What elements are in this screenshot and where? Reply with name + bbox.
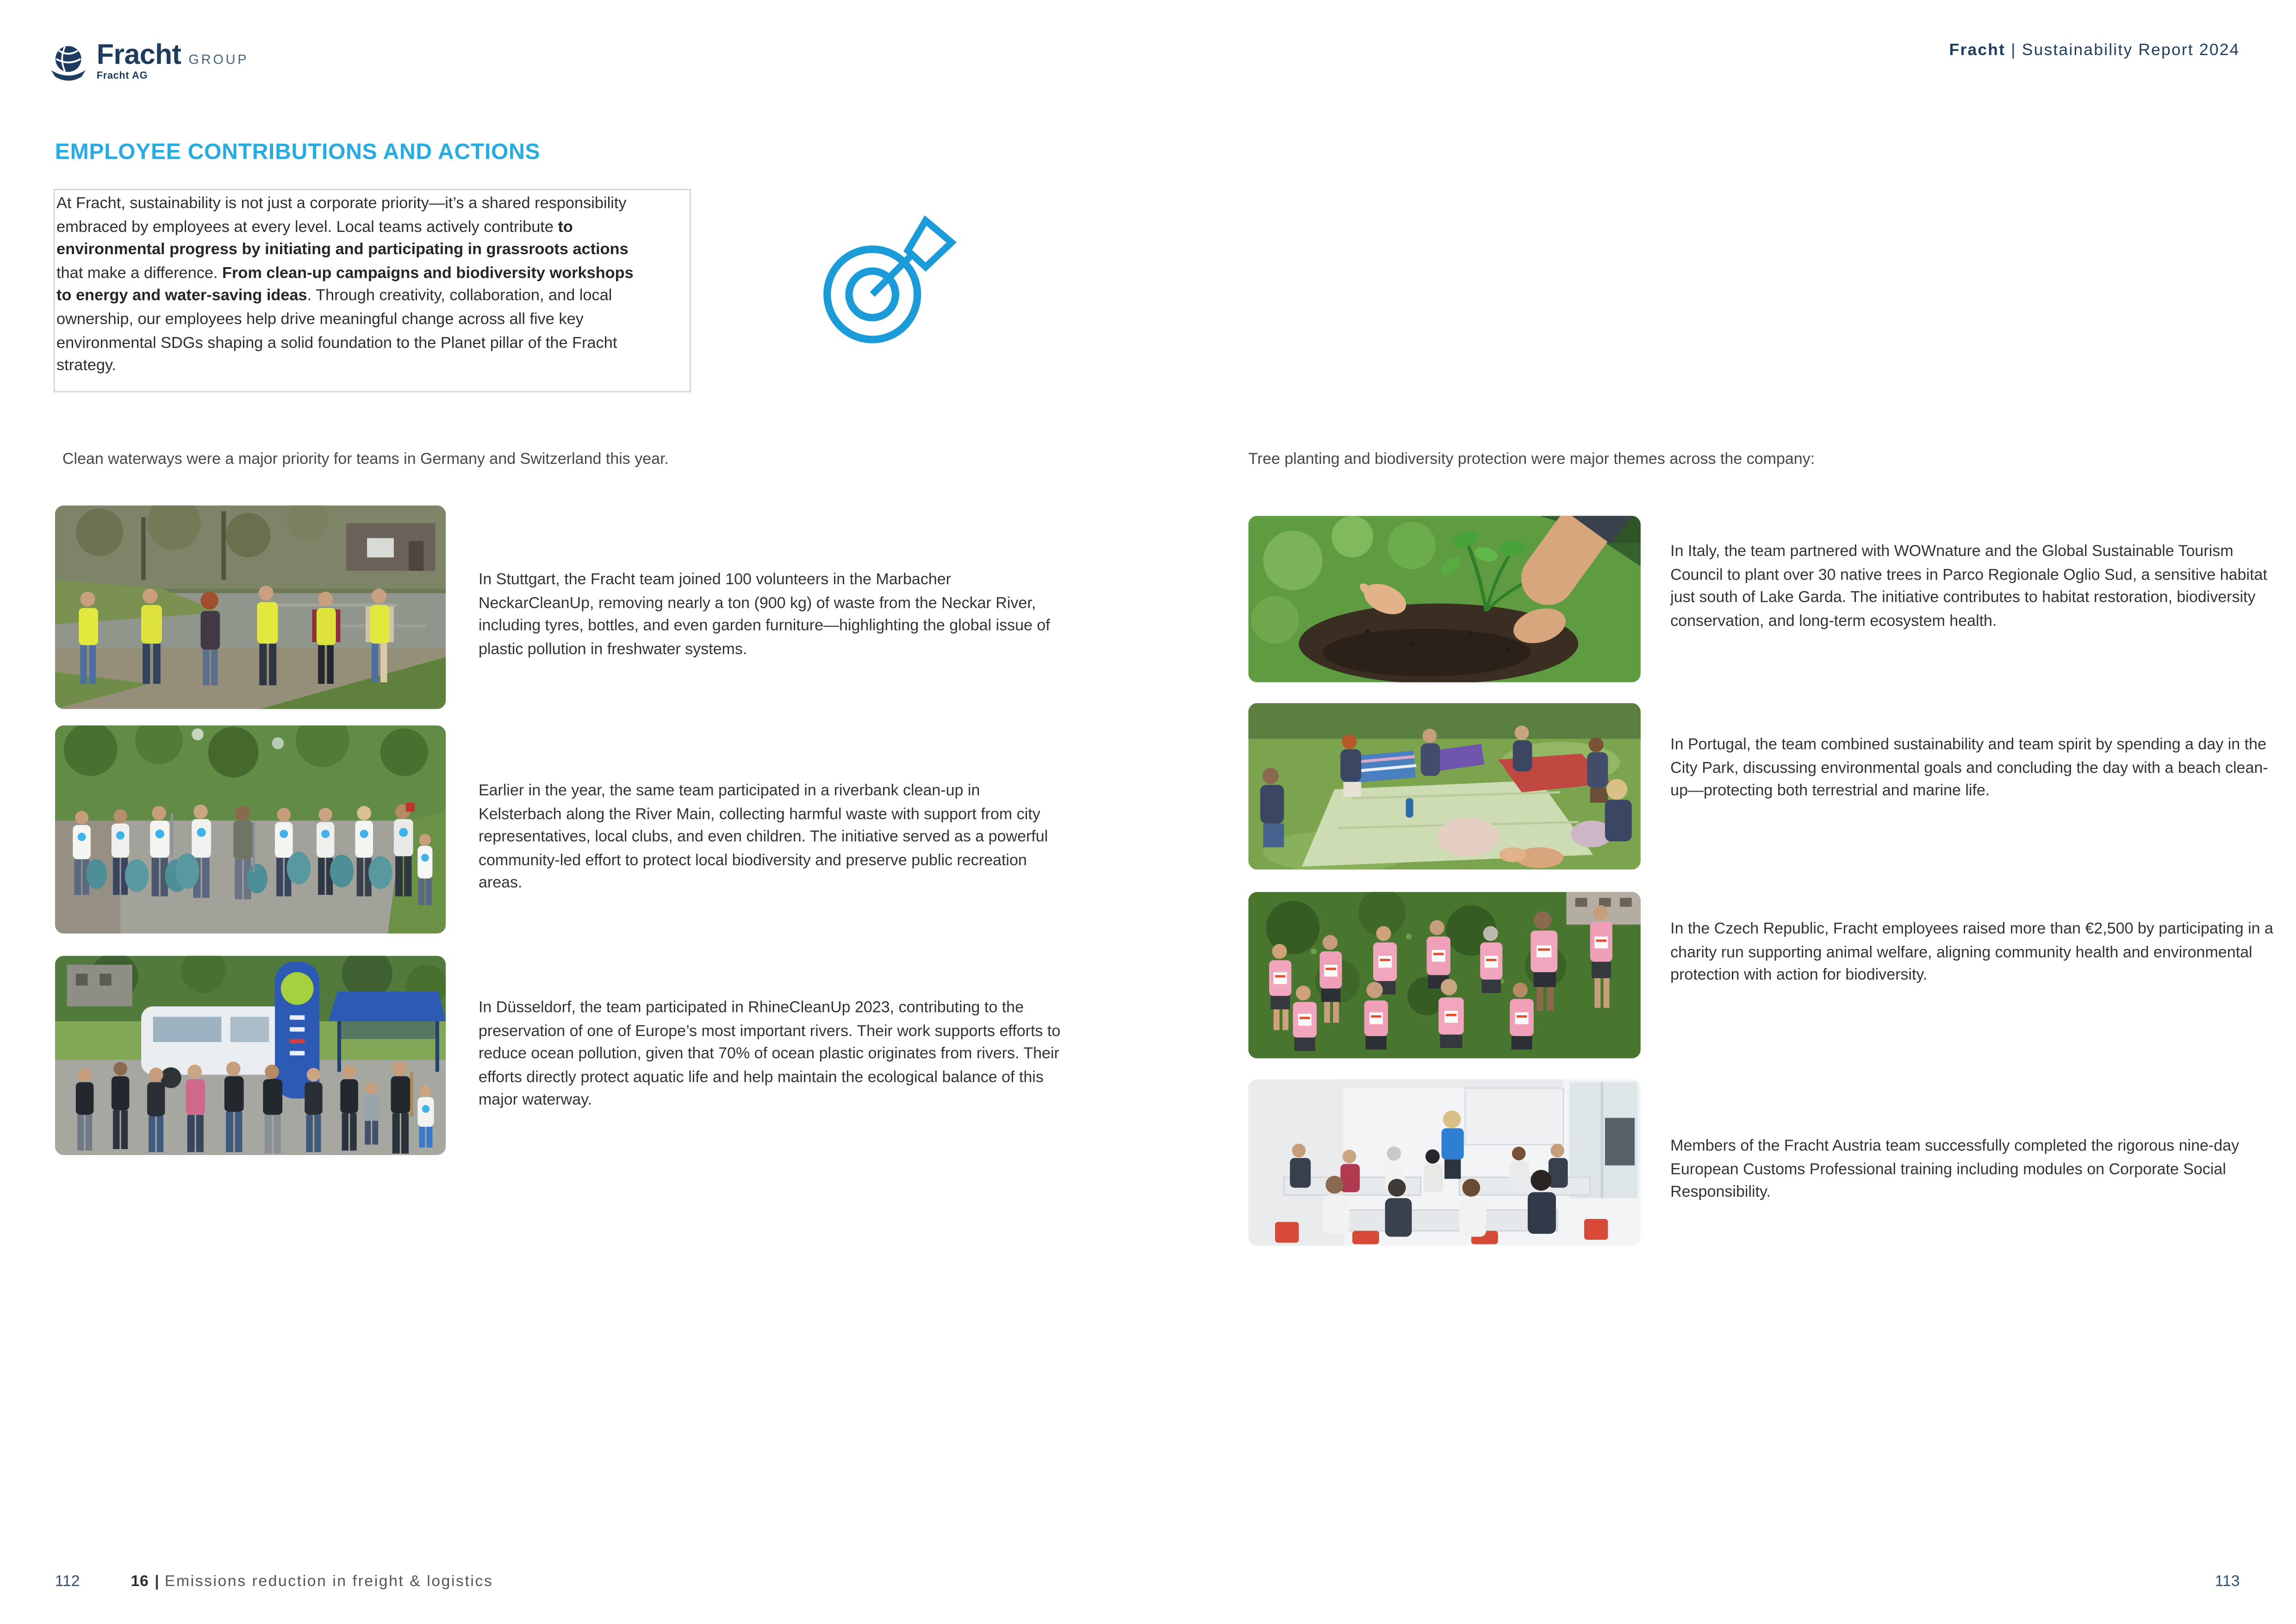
target-icon: [820, 208, 957, 348]
story-czech-republic: In the Czech Republic, Fracht employees raised more than €2,500 by participating in a charity run supporting animal welfare, aligning community health and environmental protection with action for biodiversity.: [1670, 920, 2273, 984]
figure-standing-trainer: [1442, 1111, 1464, 1179]
logo-name: Fracht: [96, 40, 181, 72]
logo-subtitle: Fracht AG: [96, 70, 148, 81]
logo-group-label: GROUP: [188, 52, 249, 67]
globe-icon: [48, 42, 89, 83]
story-kelsterbach: Earlier in the year, the same team participated in a riverbank clean-up in Kelsterbach along the River Main, collecting harmful waste with support from city representatives, local clubs, and even children. The initiative served as a powerful community-led effort to protect local biodiversity and preserve public recreation areas.: [478, 781, 1048, 892]
fracht-logo: [48, 42, 249, 83]
photo-kelsterbach-main-cleanup: [55, 725, 446, 934]
left-column-caption: Clean waterways were a major priority for teams in Germany and Switzerland this year.: [62, 450, 669, 468]
intro-paragraph: At Fracht, sustainability is not just a corporate priority—it’s a shared responsibility embraced by employees at every level. Local teams actively contribute to environmental progress by initiating and participating in grassroots actions that make a difference. From clean-up campaigns and biodiversity workshops to energy and water-saving ideas. Through creativity, collaboration, and local ownership, our employees help drive meaningful change across all five key environmental SDGs shaping a solid foundation to the Planet pillar of the Fracht strategy.: [56, 194, 634, 375]
photo-stuttgart-neckar-cleanup: [55, 506, 446, 709]
chapter-title: Emissions reduction in freight & logistics: [164, 1573, 493, 1591]
footer-divider: |: [155, 1573, 161, 1591]
page-number-right: 113: [2215, 1573, 2240, 1591]
document-brand: Fracht: [1949, 41, 2006, 60]
page-number-left: 112: [55, 1573, 80, 1591]
right-column-caption: Tree planting and biodiversity protection were major themes across the company:: [1248, 450, 1815, 468]
story-portugal: In Portugal, the team combined sustainability and team spirit by spending a day in the City Park, discussing environmental goals and concluding the day with a beach clean-up—protecting both terrestrial and marine life.: [1670, 736, 2268, 800]
page-title: EMPLOYEE CONTRIBUTIONS AND ACTIONS: [55, 139, 541, 165]
photo-italy-tree-planting: [1248, 516, 1641, 682]
photo-portugal-park-picnic: [1248, 703, 1641, 870]
story-austria: Members of the Fracht Austria team successfully completed the rigorous nine-day European Customs Professional training including modules on Corporate Social Responsibility.: [1670, 1137, 2240, 1201]
chapter-number: 16: [131, 1573, 149, 1591]
document-title: [1949, 42, 2240, 60]
story-stuttgart: In Stuttgart, the Fracht team joined 100 volunteers in the Marbacher NeckarCleanUp, removing nearly a ton (900 kg) of waste from the Neckar River, including tyres, bottles, and even garden furniture—highlighting the global issue of plastic pollution in freshwater systems.: [478, 571, 1050, 658]
photo-czech-charity-run: [1248, 892, 1641, 1059]
photo-austria-training-classroom: [1248, 1079, 1641, 1246]
footer-chapter: [131, 1573, 493, 1591]
story-duesseldorf: In Düsseldorf, the team participated in RhineCleanUp 2023, contributing to the preservation of one of Europe’s most important rivers. Their work supports efforts to reduce ocean pollution, given that 70% of ocean plastic originates from rivers. Their efforts directly protect aquatic life and help maintain the ecological balance of this major waterway.: [478, 999, 1061, 1109]
document-title-text: Sustainability Report 2024: [2022, 41, 2240, 60]
document-title-divider: |: [2011, 41, 2016, 60]
story-italy: In Italy, the team partnered with WOWnature and the Global Sustainable Tourism Council to plant over 30 native trees in Parco Regionale Oglio Sud, a sensitive habitat just south of Lake Garda. The initiative contributes to habitat restoration, biodiversity conservation, and long-term ecosystem health.: [1670, 543, 2267, 630]
photo-duesseldorf-rhinecleanup: [55, 956, 446, 1155]
